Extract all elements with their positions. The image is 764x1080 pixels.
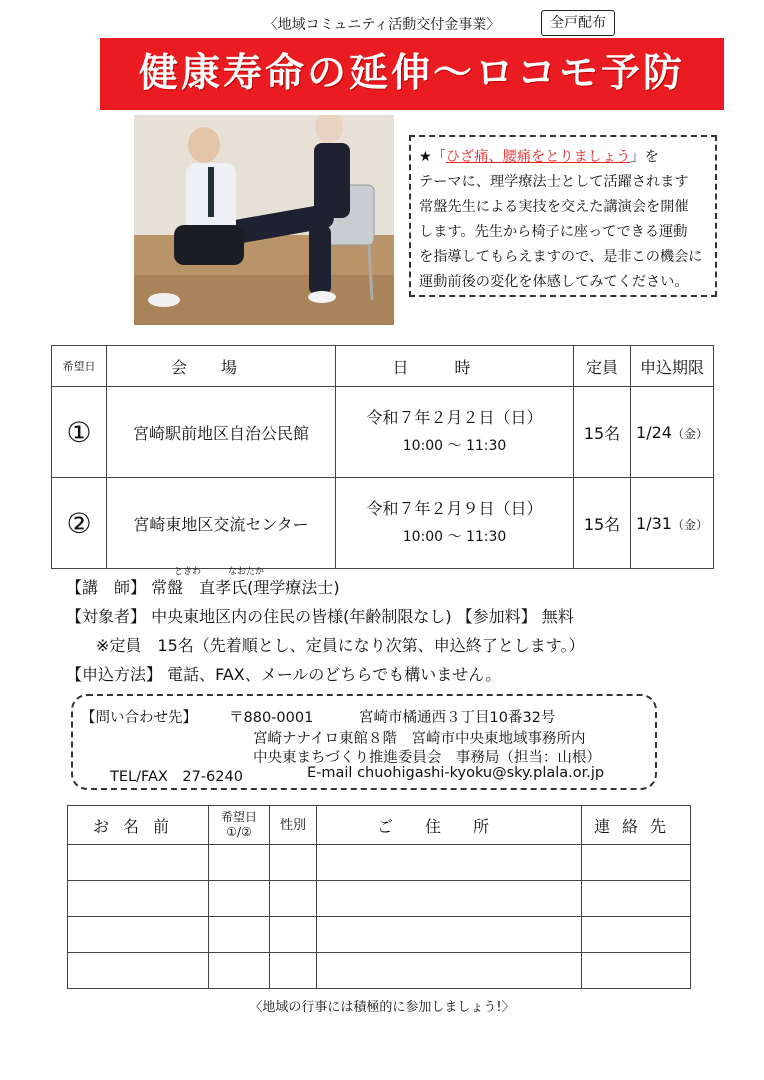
intro-line-2: テーマに、理学療法士として活躍されます	[419, 174, 689, 190]
form-header-choice: 希望日 ①/②	[209, 806, 270, 845]
event-number: ①	[52, 387, 107, 478]
application-form-table	[67, 805, 691, 989]
event-deadline	[631, 478, 714, 569]
lecture-photo	[134, 115, 394, 325]
form-header-contact: 連絡先	[582, 806, 691, 845]
form-cell-address[interactable]	[317, 917, 582, 953]
intro-line-1	[419, 145, 707, 170]
events-header-row	[52, 346, 714, 387]
form-cell-address[interactable]	[317, 953, 582, 989]
deadline-weekday: （金）	[671, 517, 708, 532]
footer-note: 〈地域の行事には積極的に参加しましょう!〉	[249, 1000, 515, 1015]
intro-highlight: ひざ痛、腰痛をとりましょう	[445, 149, 631, 165]
form-blank-row	[68, 917, 691, 953]
event-date: 令和７年２月２日（日）	[366, 408, 543, 427]
contact-email[interactable]: E-mail chuohigashi-kyoku@sky.plala.or.jp	[307, 765, 605, 781]
intro-line-6: 運動前後の変化を体感してみてください。	[419, 274, 689, 290]
form-cell-contact[interactable]	[582, 953, 691, 989]
event-number: ②	[52, 478, 107, 569]
contact-address: 宮崎市橘通西３丁目10番32号	[359, 710, 556, 726]
event-row	[52, 478, 714, 569]
form-cell-name[interactable]	[68, 953, 209, 989]
form-cell-choice[interactable]	[209, 881, 270, 917]
event-deadline	[631, 387, 714, 478]
form-cell-address[interactable]	[317, 845, 582, 881]
form-cell-gender[interactable]	[270, 953, 317, 989]
form-header-name: お名前	[68, 806, 209, 845]
ruby-naotaka: なおたか	[228, 567, 265, 577]
form-cell-choice[interactable]	[209, 845, 270, 881]
intro-line-3: 常盤先生による実技を交えた講演会を開催	[419, 199, 689, 215]
form-blank-row	[68, 953, 691, 989]
event-venue: 宮崎駅前地区自治公民館	[107, 387, 336, 478]
contact-postal: 〒880-0001	[229, 710, 314, 726]
close-bracket: 」	[630, 149, 645, 165]
form-cell-contact[interactable]	[582, 881, 691, 917]
event-datetime	[336, 478, 574, 569]
contact-org: 中央東まちづくり推進委員会 事務局（担当：山根）	[253, 750, 601, 766]
distribution-badge: 全戸配布	[541, 10, 615, 36]
events-table	[51, 345, 714, 569]
contact-box	[71, 694, 657, 790]
form-blank-row	[68, 845, 691, 881]
form-cell-gender[interactable]	[270, 881, 317, 917]
header-choice: 希望日	[52, 346, 107, 387]
form-cell-choice[interactable]	[209, 917, 270, 953]
intro-box	[409, 135, 717, 297]
form-cell-choice[interactable]	[209, 953, 270, 989]
deadline-date: 1/24	[636, 422, 672, 442]
method-line: 【申込方法】 電話、FAX、メールのどちらでも構いません。	[66, 665, 502, 684]
event-row	[52, 387, 714, 478]
form-cell-address[interactable]	[317, 881, 582, 917]
form-cell-gender[interactable]	[270, 917, 317, 953]
event-date: 令和７年２月９日（日）	[366, 499, 543, 518]
form-cell-name[interactable]	[68, 881, 209, 917]
contact-building: 宮崎ナナイロ東館８階 宮崎市中央東地域事務所内	[253, 731, 586, 747]
contact-label: 【問い合わせ先】	[81, 710, 197, 726]
ruby-tokiwa: ときわ	[174, 567, 202, 577]
event-datetime	[336, 387, 574, 478]
form-header-row	[68, 806, 691, 845]
event-capacity: 15名	[574, 387, 631, 478]
form-header-gender: 性別	[270, 806, 317, 845]
intro-line-4: します。先生から椅子に座ってできる運動	[419, 224, 688, 240]
program-caption: 〈地域コミュニティ活動交付金事業〉	[263, 17, 501, 33]
form-cell-name[interactable]	[68, 917, 209, 953]
event-capacity: 15名	[574, 478, 631, 569]
form-cell-gender[interactable]	[270, 845, 317, 881]
capacity-note: ※定員 15名（先着順とし、定員になり次第、申込終了とします。）	[96, 636, 585, 655]
deadline-date: 1/31	[636, 513, 672, 533]
target-line: 【対象者】 中央東地区内の住民の皆様(年齢制限なし) 【参加料】 無料	[66, 607, 574, 626]
form-cell-name[interactable]	[68, 845, 209, 881]
title-banner: 健康寿命の延伸〜ロコモ予防	[100, 38, 724, 110]
header-venue: 会場	[107, 346, 336, 387]
form-cell-contact[interactable]	[582, 917, 691, 953]
deadline-weekday: （金）	[671, 426, 708, 441]
star-prefix: ★「	[419, 149, 446, 165]
event-time: 10:00 〜 11:30	[402, 529, 507, 545]
contact-tel: TEL/FAX 27-6240	[110, 769, 243, 785]
event-venue: 宮崎東地区交流センター	[107, 478, 336, 569]
intro-line-5: を指導してもらえますので、是非この機会に	[419, 249, 703, 265]
header-capacity: 定員	[574, 346, 631, 387]
intro-line-1-rest: を	[644, 149, 659, 165]
form-cell-contact[interactable]	[582, 845, 691, 881]
event-time: 10:00 〜 11:30	[402, 438, 507, 454]
form-blank-row	[68, 881, 691, 917]
lecturer-line: 【講 師】 常盤 直孝氏(理学療法士)	[66, 578, 340, 597]
form-header-address: ご住所	[317, 806, 582, 845]
header-datetime: 日時	[336, 346, 574, 387]
header-deadline: 申込期限	[631, 346, 714, 387]
lecture-photo-illustration	[134, 115, 394, 325]
